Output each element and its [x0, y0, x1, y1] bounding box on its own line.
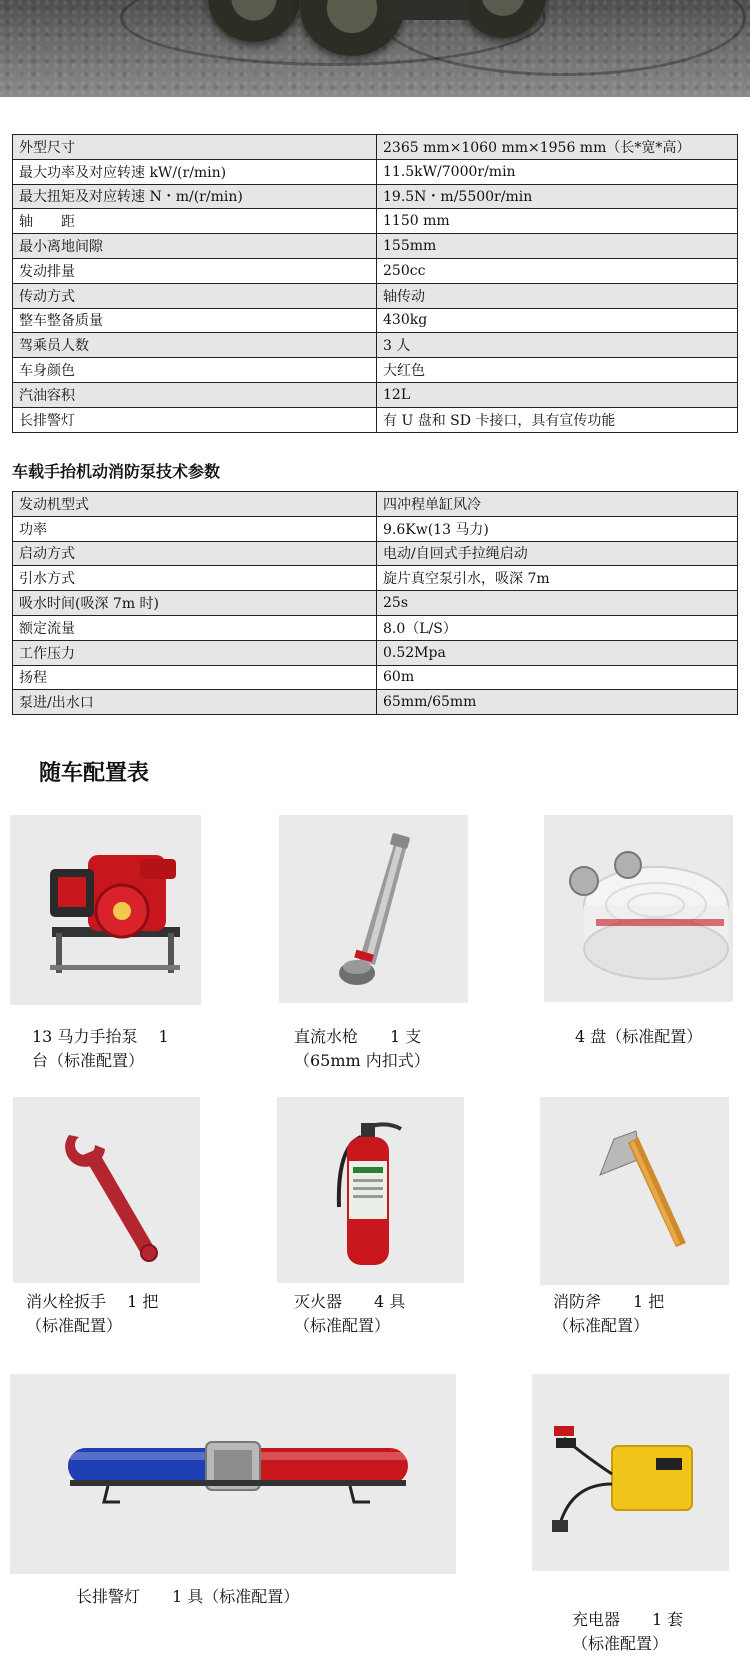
- table-row: [13, 283, 738, 308]
- spec-value: 11.5kW/7000r/min: [377, 159, 738, 184]
- axe-icon: [540, 1097, 729, 1285]
- table-row: [13, 516, 738, 541]
- spec-value: 19.5N・m/5500r/min: [377, 184, 738, 209]
- spec-value: 有 U 盘和 SD 卡接口，具有宣传功能: [377, 407, 738, 432]
- hose-icon: [544, 815, 733, 1002]
- charger-icon: [532, 1374, 729, 1571]
- spec-label: 扬程: [13, 665, 377, 690]
- spec-label: 车身颜色: [13, 358, 377, 383]
- spec-value: 大红色: [377, 358, 738, 383]
- table-row: [13, 234, 738, 259]
- spec-value: 2365 mm×1060 mm×1956 mm（长*宽*高）: [377, 135, 738, 160]
- spec-label: 功率: [13, 516, 377, 541]
- spec-value: 旋片真空泵引水，吸深 7m: [377, 566, 738, 591]
- charger-photo: [532, 1374, 729, 1571]
- spec-label: 引水方式: [13, 566, 377, 591]
- spec-label: 吸水时间(吸深 7m 时): [13, 591, 377, 616]
- nozzle-icon: [279, 815, 468, 1003]
- spec-label: 工作压力: [13, 640, 377, 665]
- table-row: [13, 591, 738, 616]
- table-row: [13, 541, 738, 566]
- spec-label: 轴 距: [13, 209, 377, 234]
- spec-value: 250cc: [377, 258, 738, 283]
- spec-label: 启动方式: [13, 541, 377, 566]
- spec-value: 3 人: [377, 333, 738, 358]
- spec-value: 12L: [377, 382, 738, 407]
- table-row: [13, 308, 738, 333]
- extinguisher-photo: [277, 1097, 464, 1283]
- spec-label: 发动排量: [13, 258, 377, 283]
- light-bar-photo: [10, 1374, 456, 1574]
- hose-photo: [544, 815, 733, 1002]
- spec-value: 8.0（L/S）: [377, 615, 738, 640]
- spec-value: 轴传动: [377, 283, 738, 308]
- vehicle-hero-image: [0, 0, 750, 97]
- axe-photo: [540, 1097, 729, 1285]
- spec-value: 65mm/65mm: [377, 690, 738, 715]
- pump-spec-heading: 车载手抬机动消防泵技术参数: [12, 462, 221, 481]
- light-bar-icon: [10, 1374, 456, 1574]
- spec-value: 电动/自回式手拉绳启动: [377, 541, 738, 566]
- spec-label: 外型尺寸: [13, 135, 377, 160]
- spec-value: 1150 mm: [377, 209, 738, 234]
- nozzle-photo: [279, 815, 468, 1003]
- table-row: [13, 492, 738, 517]
- table-row: [13, 615, 738, 640]
- pump-spec-table: [12, 491, 738, 715]
- spec-label: 额定流量: [13, 615, 377, 640]
- spec-label: 汽油容积: [13, 382, 377, 407]
- spec-value: 0.52Mpa: [377, 640, 738, 665]
- equipment-caption: 直流水枪 1 支 （65mm 内扣式）: [294, 1027, 430, 1070]
- spec-label: 传动方式: [13, 283, 377, 308]
- table-row: [13, 665, 738, 690]
- spec-label: 发动机型式: [13, 492, 377, 517]
- wrench-photo: [13, 1097, 200, 1283]
- spec-label: 长排警灯: [13, 407, 377, 432]
- table-row: [13, 407, 738, 432]
- vehicle-spec-table: [12, 134, 738, 433]
- spec-value: 25s: [377, 591, 738, 616]
- spec-value: 155mm: [377, 234, 738, 259]
- equipment-caption: 消防斧 1 把 （标准配置）: [553, 1292, 665, 1335]
- spec-value: 四冲程单缸风冷: [377, 492, 738, 517]
- table-row: [13, 184, 738, 209]
- equipment-section-title: 随车配置表: [39, 760, 150, 786]
- spec-label: 最小离地间隙: [13, 234, 377, 259]
- equipment-caption: 灭火器 4 具 （标准配置）: [294, 1292, 406, 1335]
- spec-label: 驾乘员人数: [13, 333, 377, 358]
- spec-label: 最大功率及对应转速 kW/(r/min): [13, 159, 377, 184]
- pump-icon: [10, 815, 201, 1005]
- spec-value: 60m: [377, 665, 738, 690]
- equipment-caption: 4 盘（标准配置）: [575, 1027, 703, 1046]
- table-row: [13, 258, 738, 283]
- table-row: [13, 333, 738, 358]
- equipment-caption: 长排警灯 1 具（标准配置）: [76, 1587, 300, 1606]
- table-row: [13, 209, 738, 234]
- spec-label: 最大扭矩及对应转速 N・m/(r/min): [13, 184, 377, 209]
- equipment-caption: 充电器 1 套 （标准配置）: [572, 1610, 684, 1653]
- table-row: [13, 135, 738, 160]
- extinguisher-icon: [277, 1097, 464, 1283]
- spec-label: 泵进/出水口: [13, 690, 377, 715]
- spec-label: 整车整备质量: [13, 308, 377, 333]
- table-row: [13, 566, 738, 591]
- table-row: [13, 640, 738, 665]
- table-row: [13, 382, 738, 407]
- table-row: [13, 159, 738, 184]
- pump-photo: [10, 815, 201, 1005]
- wrench-icon: [13, 1097, 200, 1283]
- table-row: [13, 690, 738, 715]
- spec-value: 9.6Kw(13 马力): [377, 516, 738, 541]
- spec-value: 430kg: [377, 308, 738, 333]
- table-row: [13, 358, 738, 383]
- equipment-caption: 13 马力手抬泵 1 台（标准配置）: [32, 1027, 169, 1070]
- equipment-caption: 消火栓扳手 1 把 （标准配置）: [26, 1292, 159, 1335]
